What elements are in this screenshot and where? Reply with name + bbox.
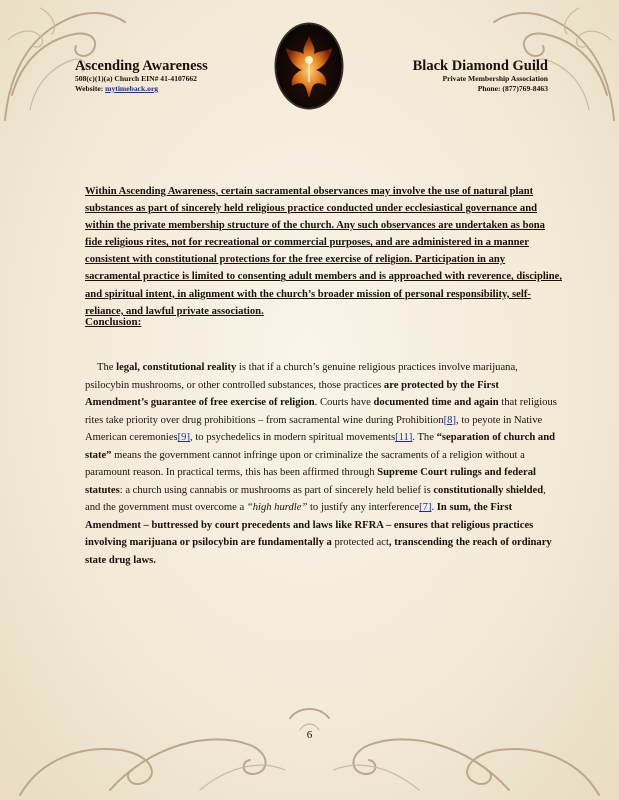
text-run: that religious rites take priority over drug prohibitions – from sacramental wine during Prohibition bbox=[85, 397, 557, 426]
church-name: Ascending Awareness bbox=[75, 58, 208, 74]
text-run: is that if a church’s genuine religious practices involve marijuana, psilocybin mushrooms, or other controlled substances, those practices bbox=[85, 362, 518, 391]
text-run-bold: Supreme Court rulings and federal statutes bbox=[85, 467, 536, 496]
text-run: protected act bbox=[331, 537, 389, 548]
text-run-bold: are protected by the First Amendment’s guarantee of free exercise of religion bbox=[85, 379, 499, 408]
text-run-bold: “separation of church and state” bbox=[85, 432, 556, 461]
conclusion-heading: Conclusion: bbox=[85, 316, 142, 328]
footnote-link-8[interactable]: [8] bbox=[443, 414, 457, 426]
church-website-line bbox=[75, 84, 275, 94]
header-right bbox=[328, 58, 548, 94]
guild-name: Black Diamond Guild bbox=[412, 58, 548, 74]
text-run: , and the government must overcome a bbox=[85, 484, 546, 513]
intro-paragraph: Within Ascending Awareness, certain sacramental observances may involve the use of natural plant substances as part of sincerely held religious practice conducted under ecclesiastical governance and within the private membership structure of the church. Any such observances are undertaken as bona fide religious rites, not for recreational or commercial purposes, and are administered in a manner consistent with constitutional protections for the free exercise of religion. Participation in any sacramental practice is limited to consenting adult members and is approached with reverence, discipline, and spiritual intent, in alignment with the church’s broader mission of personal responsibility, self-reliance, and lawful private association. bbox=[85, 186, 562, 317]
website-label: Website: bbox=[75, 84, 106, 93]
footnote-link-7[interactable]: [7] bbox=[419, 502, 432, 513]
text-run-bold: constitutionally shielded bbox=[433, 484, 544, 496]
text-run-italic: “high hurdle” bbox=[246, 502, 308, 513]
text-run: . Courts have bbox=[314, 397, 374, 408]
website-link[interactable]: mytimeback.org bbox=[105, 84, 159, 93]
text-run: : a church using cannabis or mushrooms as part of sincerely held belief is bbox=[119, 484, 434, 496]
footnote-link-9[interactable]: [9] bbox=[177, 432, 191, 443]
footnote-link-11[interactable]: [11] bbox=[395, 432, 413, 443]
page-number: 6 bbox=[306, 729, 313, 741]
text-run: , to peyote in Native American ceremonies bbox=[85, 414, 543, 443]
guild-phone: Phone: (877)769-8463 bbox=[477, 84, 548, 93]
text-run-bold: legal, constitutional reality bbox=[116, 362, 237, 373]
bottom-ornament-icon bbox=[0, 690, 619, 800]
header-left bbox=[75, 58, 275, 94]
guild-association: Private Membership Association bbox=[442, 74, 548, 83]
text-run: The bbox=[97, 362, 117, 373]
text-run: means the government cannot infringe upon or criminalize the sacraments of a religion without a paramount reason. In practical terms, this has been affirmed through bbox=[85, 449, 525, 478]
church-ein: 508(c)(1)(a) Church EIN# 41-4107662 bbox=[75, 74, 197, 83]
text-run: to justify any interference bbox=[307, 502, 420, 513]
text-run-bold: , transcending the reach of ordinary state drug laws. bbox=[85, 537, 552, 566]
text-run-bold: documented time and again bbox=[373, 397, 499, 408]
text-run: . The bbox=[412, 432, 437, 443]
text-run: . bbox=[431, 502, 437, 513]
text-run: , to psychedelics in modern spiritual movements bbox=[190, 432, 396, 443]
text-run-bold: In sum, the First Amendment – buttressed by court precedents and laws like RFRA – ensures that religious practices involving marijuana or psilocybin are fundamentally a bbox=[85, 502, 534, 548]
conclusion-paragraph bbox=[85, 359, 558, 569]
